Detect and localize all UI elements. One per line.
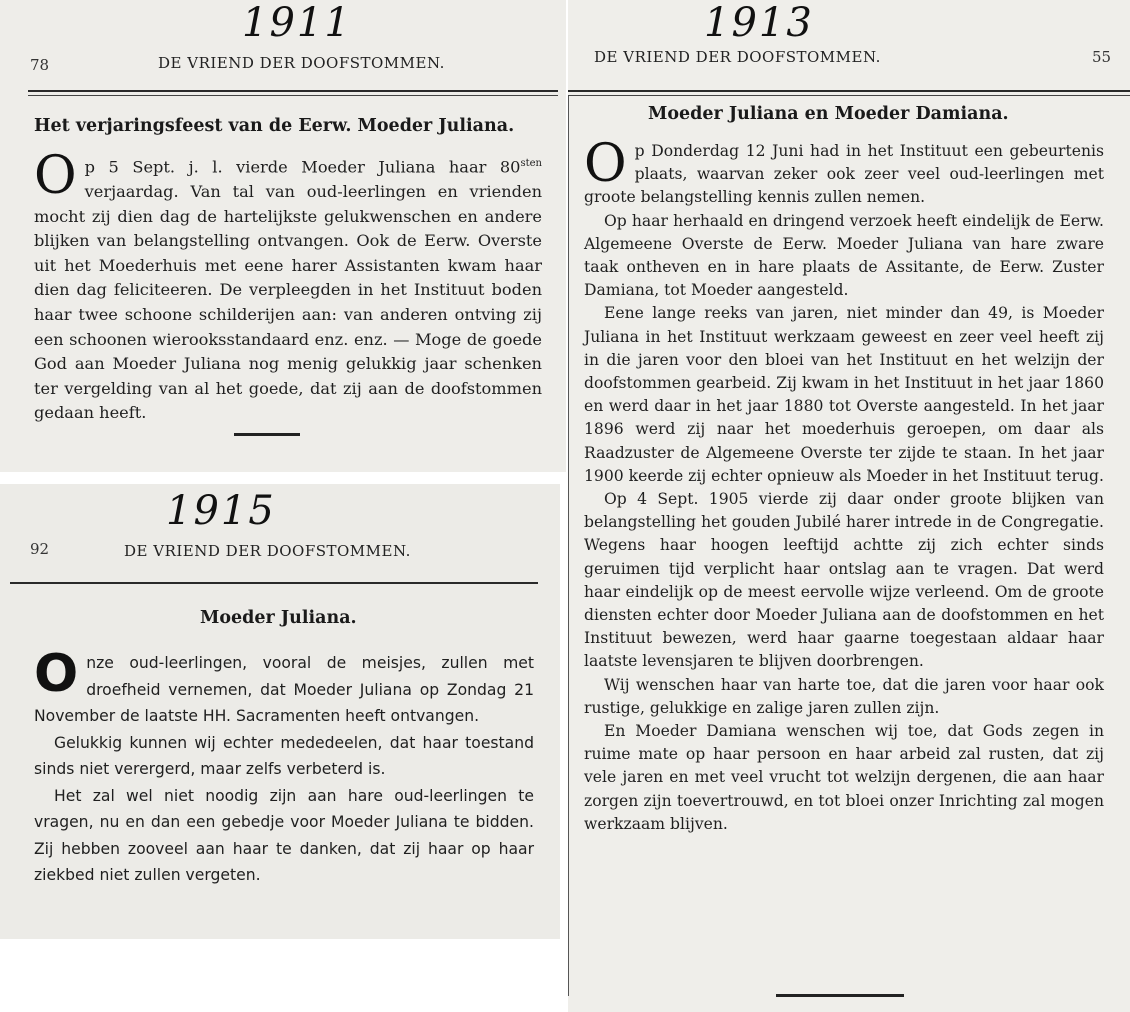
drop-cap: O — [584, 134, 627, 194]
clipping-1915 — [0, 484, 560, 939]
journal-header: DE VRIEND DER DOOFSTOMMEN. — [124, 542, 411, 560]
article-end-rule — [234, 433, 300, 436]
article-body — [584, 134, 1104, 836]
header-rule — [568, 90, 1130, 92]
page-number: 92 — [30, 540, 50, 558]
handwritten-year: 1915 — [166, 488, 276, 534]
article-body — [34, 146, 542, 426]
handwritten-year: 1911 — [242, 0, 352, 46]
page-number: 78 — [30, 56, 50, 74]
article-end-rule — [776, 994, 904, 997]
journal-header: DE VRIEND DER DOOFSTOMMEN. — [158, 54, 445, 72]
paragraph: Op haar herhaald en dringend verzoek heeft eindelijk de Eerw. Algemeene Overste de Eerw. Moeder Juliana van hare zware taak ontheven en in hare plaats de Assitante, de Eerw. Zuster Damiana, tot Moeder aangesteld. — [584, 211, 1104, 300]
column-rule — [568, 96, 569, 996]
handwritten-year: 1913 — [704, 0, 814, 46]
drop-cap: O — [34, 146, 77, 206]
paragraph: Gelukkig kunnen wij echter mededeelen, dat haar toestand sinds niet verergerd, maar zelfs verbeterd is. — [34, 733, 534, 778]
header-rule-thin — [568, 95, 1130, 96]
header-rule-thin — [28, 95, 558, 96]
journal-header: DE VRIEND DER DOOFSTOMMEN. — [594, 48, 881, 66]
paragraph: En Moeder Damiana wenschen wij toe, dat Gods zegen in ruime mate op haar persoon en haar arbeid zal rusten, dat zij vele jaren en met veel vrucht tot welzijn dergenen, die aan haar zorgen zijn toevertrouwd, en tot bloei onzer Inrichting zal mogen werkzaam blijven. — [584, 722, 1104, 833]
paragraph: Op 4 Sept. 1905 vierde zij daar onder groote blijken van belangstelling het gouden Jubilé harer intrede in de Congregatie. Wegens haar hoogen leeftijd achtte zij zich echter sinds geruimen tijd verplicht haar ontslag aan te vragen. Dat werd haar eindelijk op de meest eervolle wijze verleend. Om de groote diensten echter door Moeder Juliana aan de doofstommen en het Instituut bewezen, werd haar gaarne toegestaan aldaar haar laatste levensjaren te blijven doorbrengen. — [584, 490, 1104, 671]
paragraph: Wij wenschen haar van harte toe, dat die jaren voor haar ook rustige, gelukkige en zalige jaren zullen zijn. — [584, 675, 1104, 717]
clipping-1913 — [568, 0, 1130, 1012]
paragraph: Eene lange reeks van jaren, niet minder dan 49, is Moeder Juliana in het Instituut werkzaam geweest en zeer veel heeft zij in die jaren voor den bloei van het Instituut en het welzijn der doofstommen gearbeid. Zij kwam in het Instituut in het jaar 1860 en werd daar in het jaar 1880 tot Overste aangesteld. In het jaar 1896 werd zij naar het moederhuis geroepen, om daar als Raadzuster de Algemeene Overste ter zijde te staan. In het jaar 1900 keerde zij echter opnieuw als Moeder in het Instituut terug. — [584, 304, 1104, 485]
header-rule — [28, 90, 558, 92]
article-title: Moeder Juliana. — [200, 608, 357, 628]
clipping-1911 — [0, 0, 566, 472]
paragraph: Op 5 Sept. j. l. vierde Moeder Juliana haar $80^{sten}$ verjaardag. Van tal van oud-leerlingen en vrienden mocht zij dien dag de hartelijkste gelukwenschen en andere blijken van belangstelling ontvangen. Ook de Eerw. Overste uit het Moederhuis met eene harer Assistanten kwam haar dien dag feliciteeren. De verpleegden in het Instituut boden haar twee schoone schilderijen aan: van anderen ontving zij een schoonen wierooksstandaard enz. enz. — Moge de goede God aan Moeder Juliana nog menig gelukkig jaar schenken ter vergelding van al het goede, dat zij aan de doofstommen gedaan heeft. — [34, 146, 542, 423]
article-title: Moeder Juliana en Moeder Damiana. — [648, 104, 1009, 124]
paragraph: Het zal wel niet noodig zijn aan hare oud-leerlingen te vragen, nu en dan een gebedje voor Moeder Juliana te bidden. Zij hebben zooveel aan haar te danken, dat zij haar op haar ziekbed niet zullen vergeten. — [34, 786, 534, 884]
page-number: 55 — [1092, 48, 1112, 66]
header-rule — [10, 582, 538, 584]
paragraph: Onze oud-leerlingen, vooral de meisjes, zullen met droefheid vernemen, dat Moeder Juliana op Zondag 21 November de laatste HH. Sacramenten heeft ontvangen. — [34, 644, 534, 725]
paragraph: Op Donderdag 12 Juni had in het Instituut een gebeurtenis plaats, waarvan zeker ook zeer veel oud-leerlingen met groote belangstelling kennis zullen nemen. — [584, 134, 1104, 207]
drop-cap: O — [34, 644, 79, 704]
article-body — [34, 644, 534, 889]
article-title: Het verjaringsfeest van de Eerw. Moeder Juliana. — [34, 116, 515, 136]
